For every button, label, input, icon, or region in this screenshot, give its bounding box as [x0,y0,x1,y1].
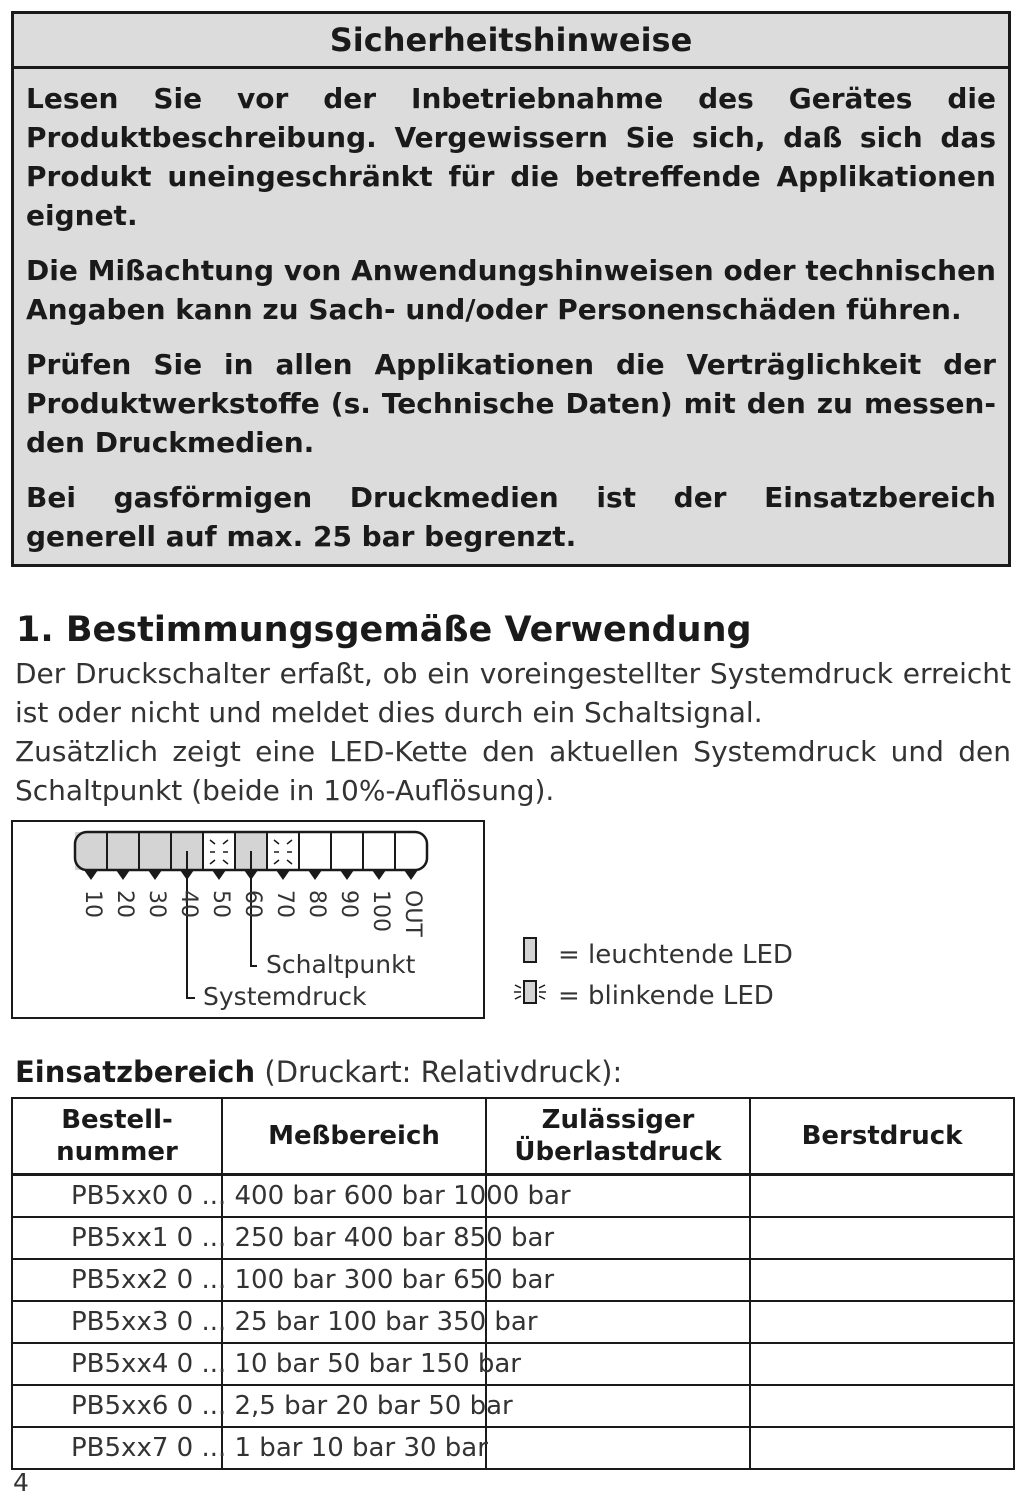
table-cell: PB5xx2 0 ... 100 bar 300 bar 650 bar [12,1259,222,1301]
table-cell [486,1343,750,1385]
led-cell [331,832,363,870]
led-tick-label: 30 [144,890,169,918]
led-cell [107,832,139,870]
table-cell: PB5xx6 0 ... 2,5 bar 20 bar 50 bar [12,1385,222,1427]
table-cell: PB5xx7 0 ... 1 bar 10 bar 30 bar [12,1427,222,1469]
page-number: 4 [13,1468,29,1497]
led-cell [139,832,171,870]
led-tick-label: 50 [208,890,233,918]
safety-title: Sicherheitshinweise [14,14,1008,69]
blinking-led-icon [512,978,552,1008]
table-cell [750,1259,1014,1301]
safety-paragraph: Bei gasförmigen Druckmedien ist der Einsatzbereich generell auf max. 25 bar begrenzt. [26,481,996,553]
section-paragraph: Zusätzlich zeigt eine LED-Kette den aktuellen Systemdruck und den Schaltpunkt (beide in 10%-Auflösung). [15,735,1011,807]
header-overload-pressure [486,1098,750,1175]
led-cell [299,832,331,870]
led-pointer [148,870,162,880]
table-row [12,1301,1014,1343]
table-cell [750,1175,1014,1218]
led-pointer [212,870,226,880]
safety-notice-box [11,11,1011,567]
header-measuring-range-label: Meßbereich [268,1121,440,1151]
table-cell: PB5xx1 0 ... 250 bar 400 bar 850 bar [12,1217,222,1259]
led-cell [395,832,427,870]
range-caption-bold: Einsatzbereich [15,1055,256,1089]
led-pointer [116,870,130,880]
legend-blink: = blinkende LED [558,981,774,1011]
header-burst-pressure [750,1098,1014,1175]
table-cell: PB5xx0 0 ... 400 bar 600 bar 1000 bar [12,1175,222,1218]
header-order-number-label: Bestell- nummer [56,1105,178,1167]
table-row [12,1427,1014,1469]
led-tick-label: 40 [176,890,201,918]
led-pointer [340,870,354,880]
table-row [12,1385,1014,1427]
led-tick-label: 100 [368,890,393,932]
led-cell [363,832,395,870]
led-pointer [372,870,386,880]
table-cell: PB5xx4 0 ... 10 bar 50 bar 150 bar [12,1343,222,1385]
table-cell [750,1301,1014,1343]
legend-lit: = leuchtende LED [558,940,793,970]
led-cell [75,832,107,870]
table-cell [750,1343,1014,1385]
header-overload-pressure-label: Zulässiger Überlastdruck [514,1105,722,1167]
led-tick-label: 70 [272,890,297,918]
range-table [11,1097,1015,1470]
section-text [15,654,1011,810]
switchpoint-label: Schaltpunkt [266,950,416,979]
header-burst-pressure-label: Berstdruck [801,1121,963,1151]
led-tick-label: OUT [400,890,425,937]
header-measuring-range [222,1098,486,1175]
safety-paragraph: Prüfen Sie in allen Applikationen die Verträglichkeit der Produktwerkstoffe (s. Technische Daten) mit den zu messen-den Druckmedien. [26,348,996,459]
table-row [12,1259,1014,1301]
section-heading: 1. Bestimmungsgemäße Verwendung [16,610,752,650]
table-row [12,1343,1014,1385]
system-pressure-label: Systemdruck [203,982,367,1011]
section-paragraph: Der Druckschalter erfaßt, ob ein voreingestellter Systemdruck erreicht ist oder nicht und meldet dies durch ein Schaltsignal. [15,657,1011,729]
header-order-number [12,1098,222,1175]
range-caption [15,1055,622,1089]
range-caption-rest: (Druckart: Relativdruck): [255,1055,623,1089]
table-cell [486,1385,750,1427]
table-cell: PB5xx3 0 ... 25 bar 100 bar 350 bar [12,1301,222,1343]
led-tick-label: 60 [240,890,265,918]
safety-body [14,69,1008,556]
led-cell [267,832,299,870]
led-pointer [308,870,322,880]
led-cell [203,832,235,870]
table-row [12,1175,1014,1218]
safety-paragraph: Die Mißachtung von Anwendungshinweisen oder technischen Angaben kann zu Sach- und/oder Personenschäden führen. [26,254,996,326]
led-tick-label: 20 [112,890,137,918]
led-tick-label: 80 [304,890,329,918]
table-cell [750,1427,1014,1469]
led-pointer [404,870,418,880]
table-cell [750,1217,1014,1259]
table-row [12,1217,1014,1259]
table-cell [750,1385,1014,1427]
led-chain-figure [11,820,485,1019]
lit-led-icon [518,936,548,966]
led-tick-label: 90 [336,890,361,918]
led-pointer [84,870,98,880]
safety-paragraph: Lesen Sie vor der Inbetriebnahme des Gerätes die Produktbeschreibung. Vergewissern Sie sich, daß sich das Produkt uneingeschränkt für die betreffende Applikationen eignet. [26,82,996,232]
table-header-row [12,1098,1014,1175]
led-tick-label: 10 [80,890,105,918]
table-cell [486,1427,750,1469]
led-pointer [276,870,290,880]
